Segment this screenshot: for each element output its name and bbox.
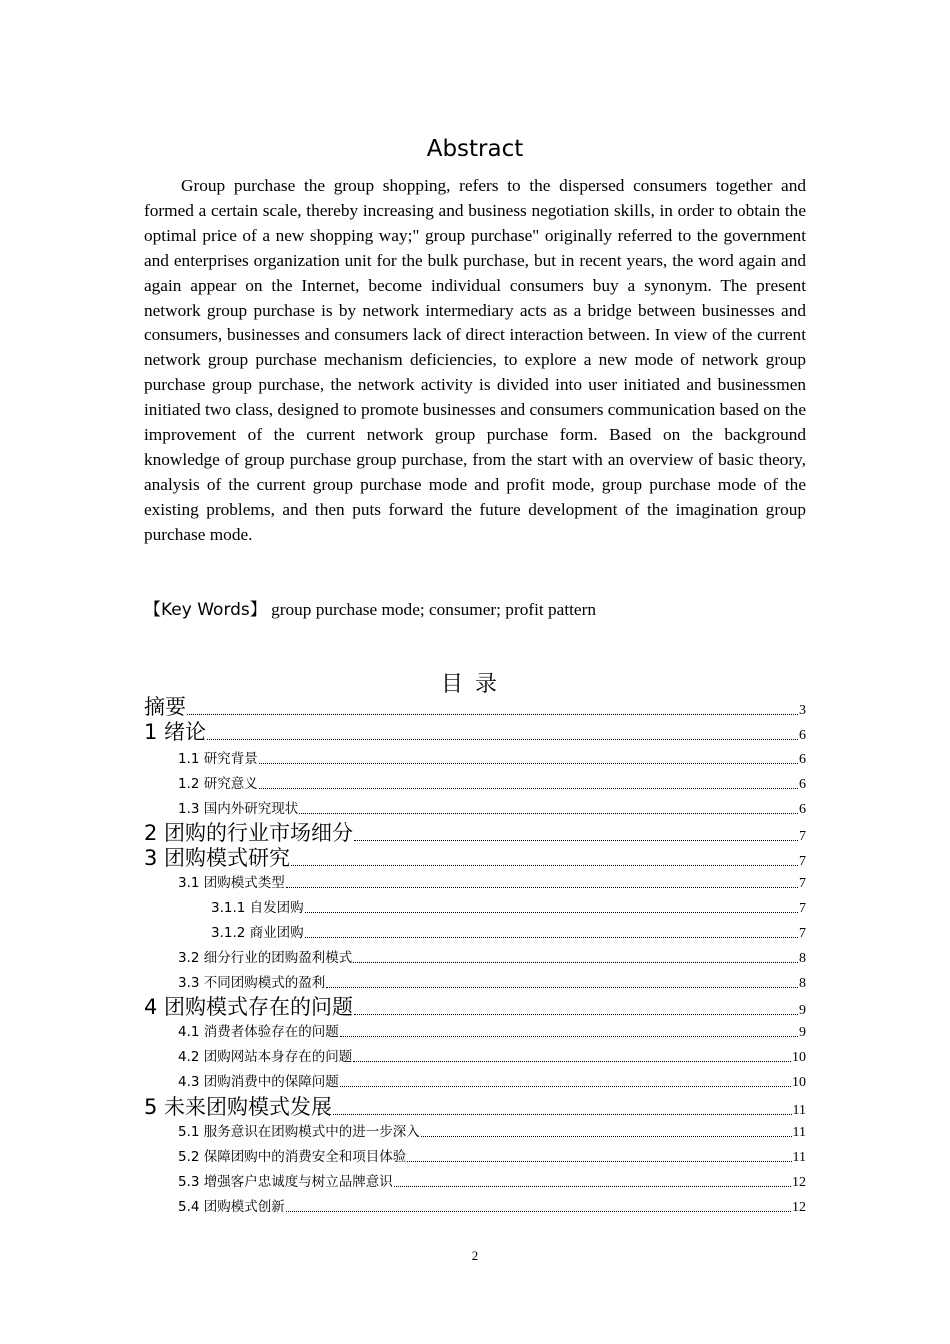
keywords-label: 【Key Words】 [144, 600, 267, 620]
toc-dot-leader [353, 962, 798, 963]
toc-dot-leader [259, 788, 798, 789]
toc-dot-leader [259, 763, 798, 764]
toc-dot-leader [333, 1114, 791, 1115]
toc-entry[interactable] [178, 1074, 806, 1091]
toc-dot-leader [394, 1186, 791, 1187]
toc-entry-text: 摘要 [144, 695, 186, 719]
toc-entry[interactable] [178, 1149, 806, 1166]
toc-entry[interactable] [178, 975, 806, 992]
keywords-text: group purchase mode; consumer; profit pattern [271, 600, 596, 619]
toc-entry-page: 3 [799, 703, 806, 718]
toc-title: 目录 [440, 672, 509, 697]
toc-entry[interactable] [178, 751, 806, 768]
toc-entry-page: 11 [792, 1125, 806, 1140]
toc-entry[interactable] [144, 1095, 806, 1119]
toc-entry-text: 1 绪论 [144, 720, 207, 744]
toc-entry-text: 4 团购模式存在的问题 [144, 995, 354, 1019]
toc-dot-leader [286, 1211, 791, 1212]
toc-entry-page: 9 [799, 1025, 806, 1040]
page-number: 2 [471, 1248, 479, 1263]
toc-entry-text: 4.2 团购网站本身存在的问题 [178, 1049, 353, 1065]
toc-entry-text: 5.2 保障团购中的消费安全和项目体验 [178, 1149, 407, 1165]
abstract-body: Group purchase the group shopping, refers to the dispersed consumers together and formed a certain scale, thereby increasing and business negotiation skills, in order to obtain the optimal price of a new shopping way;" group purchase" originally referred to the government and enterprises organization unit for the bulk purchase, but in recent years, the word again and again appear on the Internet, become individual consumers buy a synonym. The present network group purchase is by network intermediary acts as a bridge between businesses and consumers, businesses and consumers lack of direct interaction between. In view of the current network group purchase mechanism deficiencies, to explore a new mode of network group purchase group purchase, the network activity is divided into user initiated and businessmen initiated two class, designed to promote businesses and consumers communication based on the improvement of the current network group purchase form. Based on the background knowledge of group purchase group purchase, from the start with an overview of basic theory, analysis of the current group purchase mode and profit mode, group purchase mode of the existing problems, and then puts forward the future development of the imagination group purchase mode. [144, 176, 806, 544]
toc-entry-text: 3.3 不同团购模式的盈利 [178, 975, 326, 991]
toc-entry[interactable] [178, 801, 806, 818]
toc-entry-page: 11 [792, 1150, 806, 1165]
toc-entry-page: 8 [799, 951, 806, 966]
toc-entry[interactable] [178, 1049, 806, 1066]
toc-entry-text: 4.3 团购消费中的保障问题 [178, 1074, 339, 1090]
toc-entry-page: 10 [792, 1050, 806, 1065]
toc-entry[interactable] [211, 900, 806, 917]
toc-entry[interactable] [211, 925, 806, 942]
toc-entry-text: 3.1.2 商业团购 [211, 925, 304, 941]
toc-entry[interactable] [178, 1024, 806, 1041]
toc-entry-page: 11 [792, 1103, 806, 1118]
toc-dot-leader [305, 912, 798, 913]
toc-entry-page: 10 [792, 1075, 806, 1090]
toc-entry-page: 7 [799, 854, 806, 869]
toc-dot-leader [354, 1014, 798, 1015]
toc-entry[interactable] [178, 1174, 806, 1191]
toc-dot-leader [340, 1036, 798, 1037]
toc-entry-page: 7 [799, 901, 806, 916]
toc-entry-text: 1.1 研究背景 [178, 751, 258, 767]
abstract-title: Abstract [426, 136, 524, 162]
toc-entry-text: 3.1.1 自发团购 [211, 900, 304, 916]
toc-dot-leader [305, 937, 798, 938]
toc-dot-leader [326, 987, 798, 988]
toc-entry-text: 3 团购模式研究 [144, 846, 291, 870]
toc-entry-text: 3.2 细分行业的团购盈利模式 [178, 950, 353, 966]
toc-entry[interactable] [178, 776, 806, 793]
toc-entry-page: 6 [799, 802, 806, 817]
toc-entry-text: 5.3 增强客户忠诚度与树立品牌意识 [178, 1174, 393, 1190]
toc-entry-page: 7 [799, 876, 806, 891]
toc-dot-leader [207, 739, 798, 740]
toc-dot-leader [421, 1136, 792, 1137]
toc-entry-text: 3.1 团购模式类型 [178, 875, 285, 891]
toc-entry[interactable] [144, 720, 806, 744]
toc-entry-page: 9 [799, 1003, 806, 1018]
toc-dot-leader [187, 714, 798, 715]
toc-entry-text: 4.1 消费者体验存在的问题 [178, 1024, 339, 1040]
toc-entry-page: 6 [799, 752, 806, 767]
toc-entry-page: 12 [792, 1200, 806, 1215]
toc-dot-leader [286, 887, 798, 888]
toc-entry-text: 2 团购的行业市场细分 [144, 821, 354, 845]
toc-entry[interactable] [178, 1124, 806, 1141]
toc-entry-text: 5.1 服务意识在团购模式中的进一步深入 [178, 1124, 420, 1140]
toc-entry[interactable] [178, 875, 806, 892]
toc-entry-text: 5.4 团购模式创新 [178, 1199, 285, 1215]
toc-entry[interactable] [144, 821, 806, 845]
toc-dot-leader [291, 865, 798, 866]
toc-entry-page: 7 [799, 926, 806, 941]
toc-entry-page: 7 [799, 829, 806, 844]
toc-entry-text: 5 未来团购模式发展 [144, 1095, 333, 1119]
toc-entry[interactable] [144, 846, 806, 870]
toc-entry-text: 1.2 研究意义 [178, 776, 258, 792]
toc-entry-text: 1.3 国内外研究现状 [178, 801, 299, 817]
keywords-line [144, 597, 806, 623]
toc-entry-page: 6 [799, 777, 806, 792]
toc-entry-page: 6 [799, 728, 806, 743]
toc-entry[interactable] [144, 695, 806, 719]
toc-dot-leader [299, 813, 798, 814]
toc-entry-page: 12 [792, 1175, 806, 1190]
toc-dot-leader [340, 1086, 791, 1087]
toc-dot-leader [354, 840, 798, 841]
toc-entry[interactable] [144, 995, 806, 1019]
toc-entry-page: 8 [799, 976, 806, 991]
toc-entry[interactable] [178, 1199, 806, 1216]
toc-entry[interactable] [178, 950, 806, 967]
toc-dot-leader [353, 1061, 791, 1062]
toc-dot-leader [407, 1161, 791, 1162]
